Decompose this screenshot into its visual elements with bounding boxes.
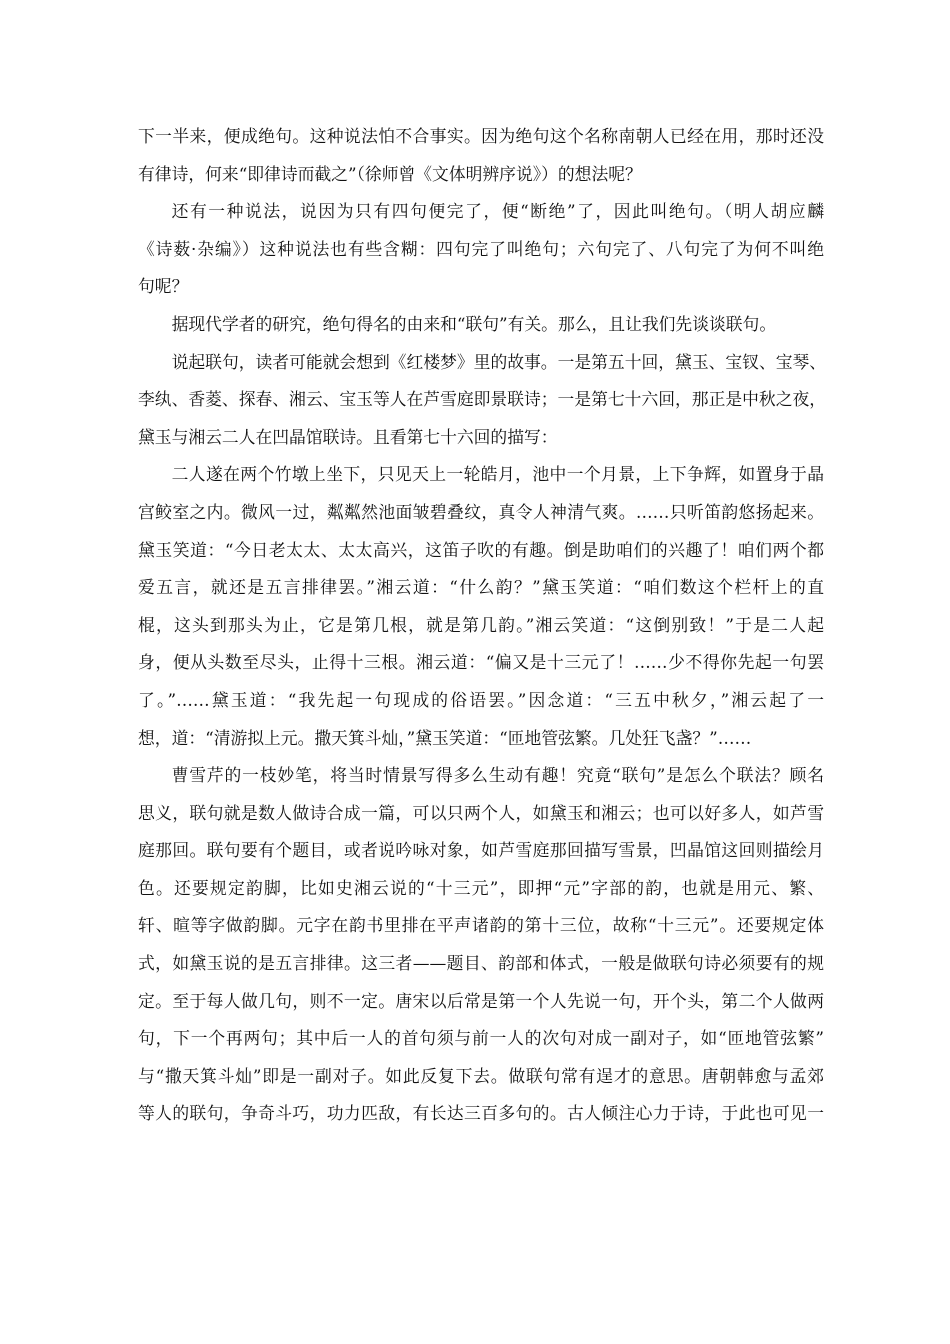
text-line: 式，如黛玉说的是五言排律。这三者——题目、韵部和体式，一般是做联句诗必须要有的规 bbox=[138, 953, 824, 974]
text-line: 二人遂在两个竹墩上坐下，只见天上一轮皓月，池中一个月景，上下争辉，如置身于晶 bbox=[171, 464, 824, 485]
text-line: 想，道：“清游拟上元。撒天箕斗灿，”黛玉笑道：“匝地管弦繁。几处狂飞盏？”…… bbox=[138, 727, 752, 748]
text-line: 曹雪芹的一枝妙笔，将当时情景写得多么生动有趣！究竟“联句”是怎么个联法？顾名 bbox=[171, 765, 824, 786]
text-line: 李纨、香菱、探春、湘云、宝玉等人在芦雪庭即景联诗；一是第七十六回，那正是中秋之夜， bbox=[138, 389, 827, 410]
text-line: 庭那回。联句要有个题目，或者说吟咏对象，如芦雪庭那回描写雪景，凹晶馆这回则描绘月 bbox=[138, 840, 824, 861]
text-line: 下一半来，便成绝句。这种说法怕不合事实。因为绝句这个名称南朝人已经在用，那时还没 bbox=[138, 126, 824, 146]
text-line: 思义，联句就是数人做诗合成一篇，可以只两个人，如黛玉和湘云；也可以好多人，如芦雪 bbox=[138, 802, 824, 823]
text-line: 爱五言，就还是五言排律罢。”湘云道：“什么韵？”黛玉笑道：“咱们数这个栏杆上的直 bbox=[138, 577, 824, 598]
text-line: 与“撒天箕斗灿”即是一副对子。如此反复下去。做联句常有逞才的意思。唐朝韩愈与孟郊 bbox=[138, 1065, 824, 1086]
text-line: 了。”……黛玉道：“我先起一句现成的俗语罢。”因念道：“三五中秋夕，”湘云起了一 bbox=[138, 689, 824, 710]
text-line: 《诗薮·杂编》）这种说法也有些含糊：四句完了叫绝句；六句完了、八句完了为何不叫绝 bbox=[138, 238, 824, 259]
text-line: 黛玉笑道：“今日老太太、太太高兴，这笛子吹的有趣。倒是助咱们的兴趣了！咱们两个都 bbox=[138, 539, 824, 560]
text-line: 黛玉与湘云二人在凹晶馆联诗。且看第七十六回的描写： bbox=[138, 426, 558, 447]
text-line: 有律诗，何来“即律诗而截之”（徐师曾《文体明辨序说》）的想法呢？ bbox=[138, 163, 642, 184]
text-line: 宫鲛室之内。微风一过，粼粼然池面皱碧叠纹，真令人神清气爽。……只听笛韵悠扬起来。 bbox=[138, 501, 824, 522]
text-line: 色。还要规定韵脚，比如史湘云说的“十三元”，即押“元”字部的韵，也就是用元、繁、 bbox=[138, 877, 824, 898]
text-line: 句呢？ bbox=[138, 276, 189, 297]
text-line: 轩、暄等字做韵脚。元字在韵书里排在平声诸韵的第十三位，故称“十三元”。还要规定体 bbox=[138, 915, 824, 936]
text-line: 说起联句，读者可能就会想到《红楼梦》里的故事。一是第五十回，黛玉、宝钗、宝琴、 bbox=[171, 351, 827, 372]
text-line: 句，下一个再两句；其中后一人的首句须与前一人的次句对成一副对子，如“匝地管弦繁” bbox=[138, 1028, 824, 1049]
text-line: 等人的联句，争奇斗巧，功力匹敌，有长达三百多句的。古人倾注心力于诗，于此也可见一 bbox=[138, 1103, 824, 1124]
document-body bbox=[138, 118, 827, 1133]
text-line: 还有一种说法，说因为只有四句便完了，便“断绝”了，因此叫绝句。（明人胡应麟 bbox=[171, 201, 824, 222]
text-line: 棍，这头到那头为止，它是第几根，就是第几韵。”湘云笑道：“这倒别致！”于是二人起 bbox=[138, 614, 824, 635]
text-line: 身，便从头数至尽头，止得十三根。湘云道：“偏又是十三元了！……少不得你先起一句罢 bbox=[138, 652, 824, 673]
text-line: 据现代学者的研究，绝句得名的由来和“联句”有关。那么，且让我们先谈谈联句。 bbox=[171, 313, 777, 334]
text-line: 定。至于每人做几句，则不一定。唐宋以后常是第一个人先说一句，开个头，第二个人做两 bbox=[138, 990, 824, 1011]
